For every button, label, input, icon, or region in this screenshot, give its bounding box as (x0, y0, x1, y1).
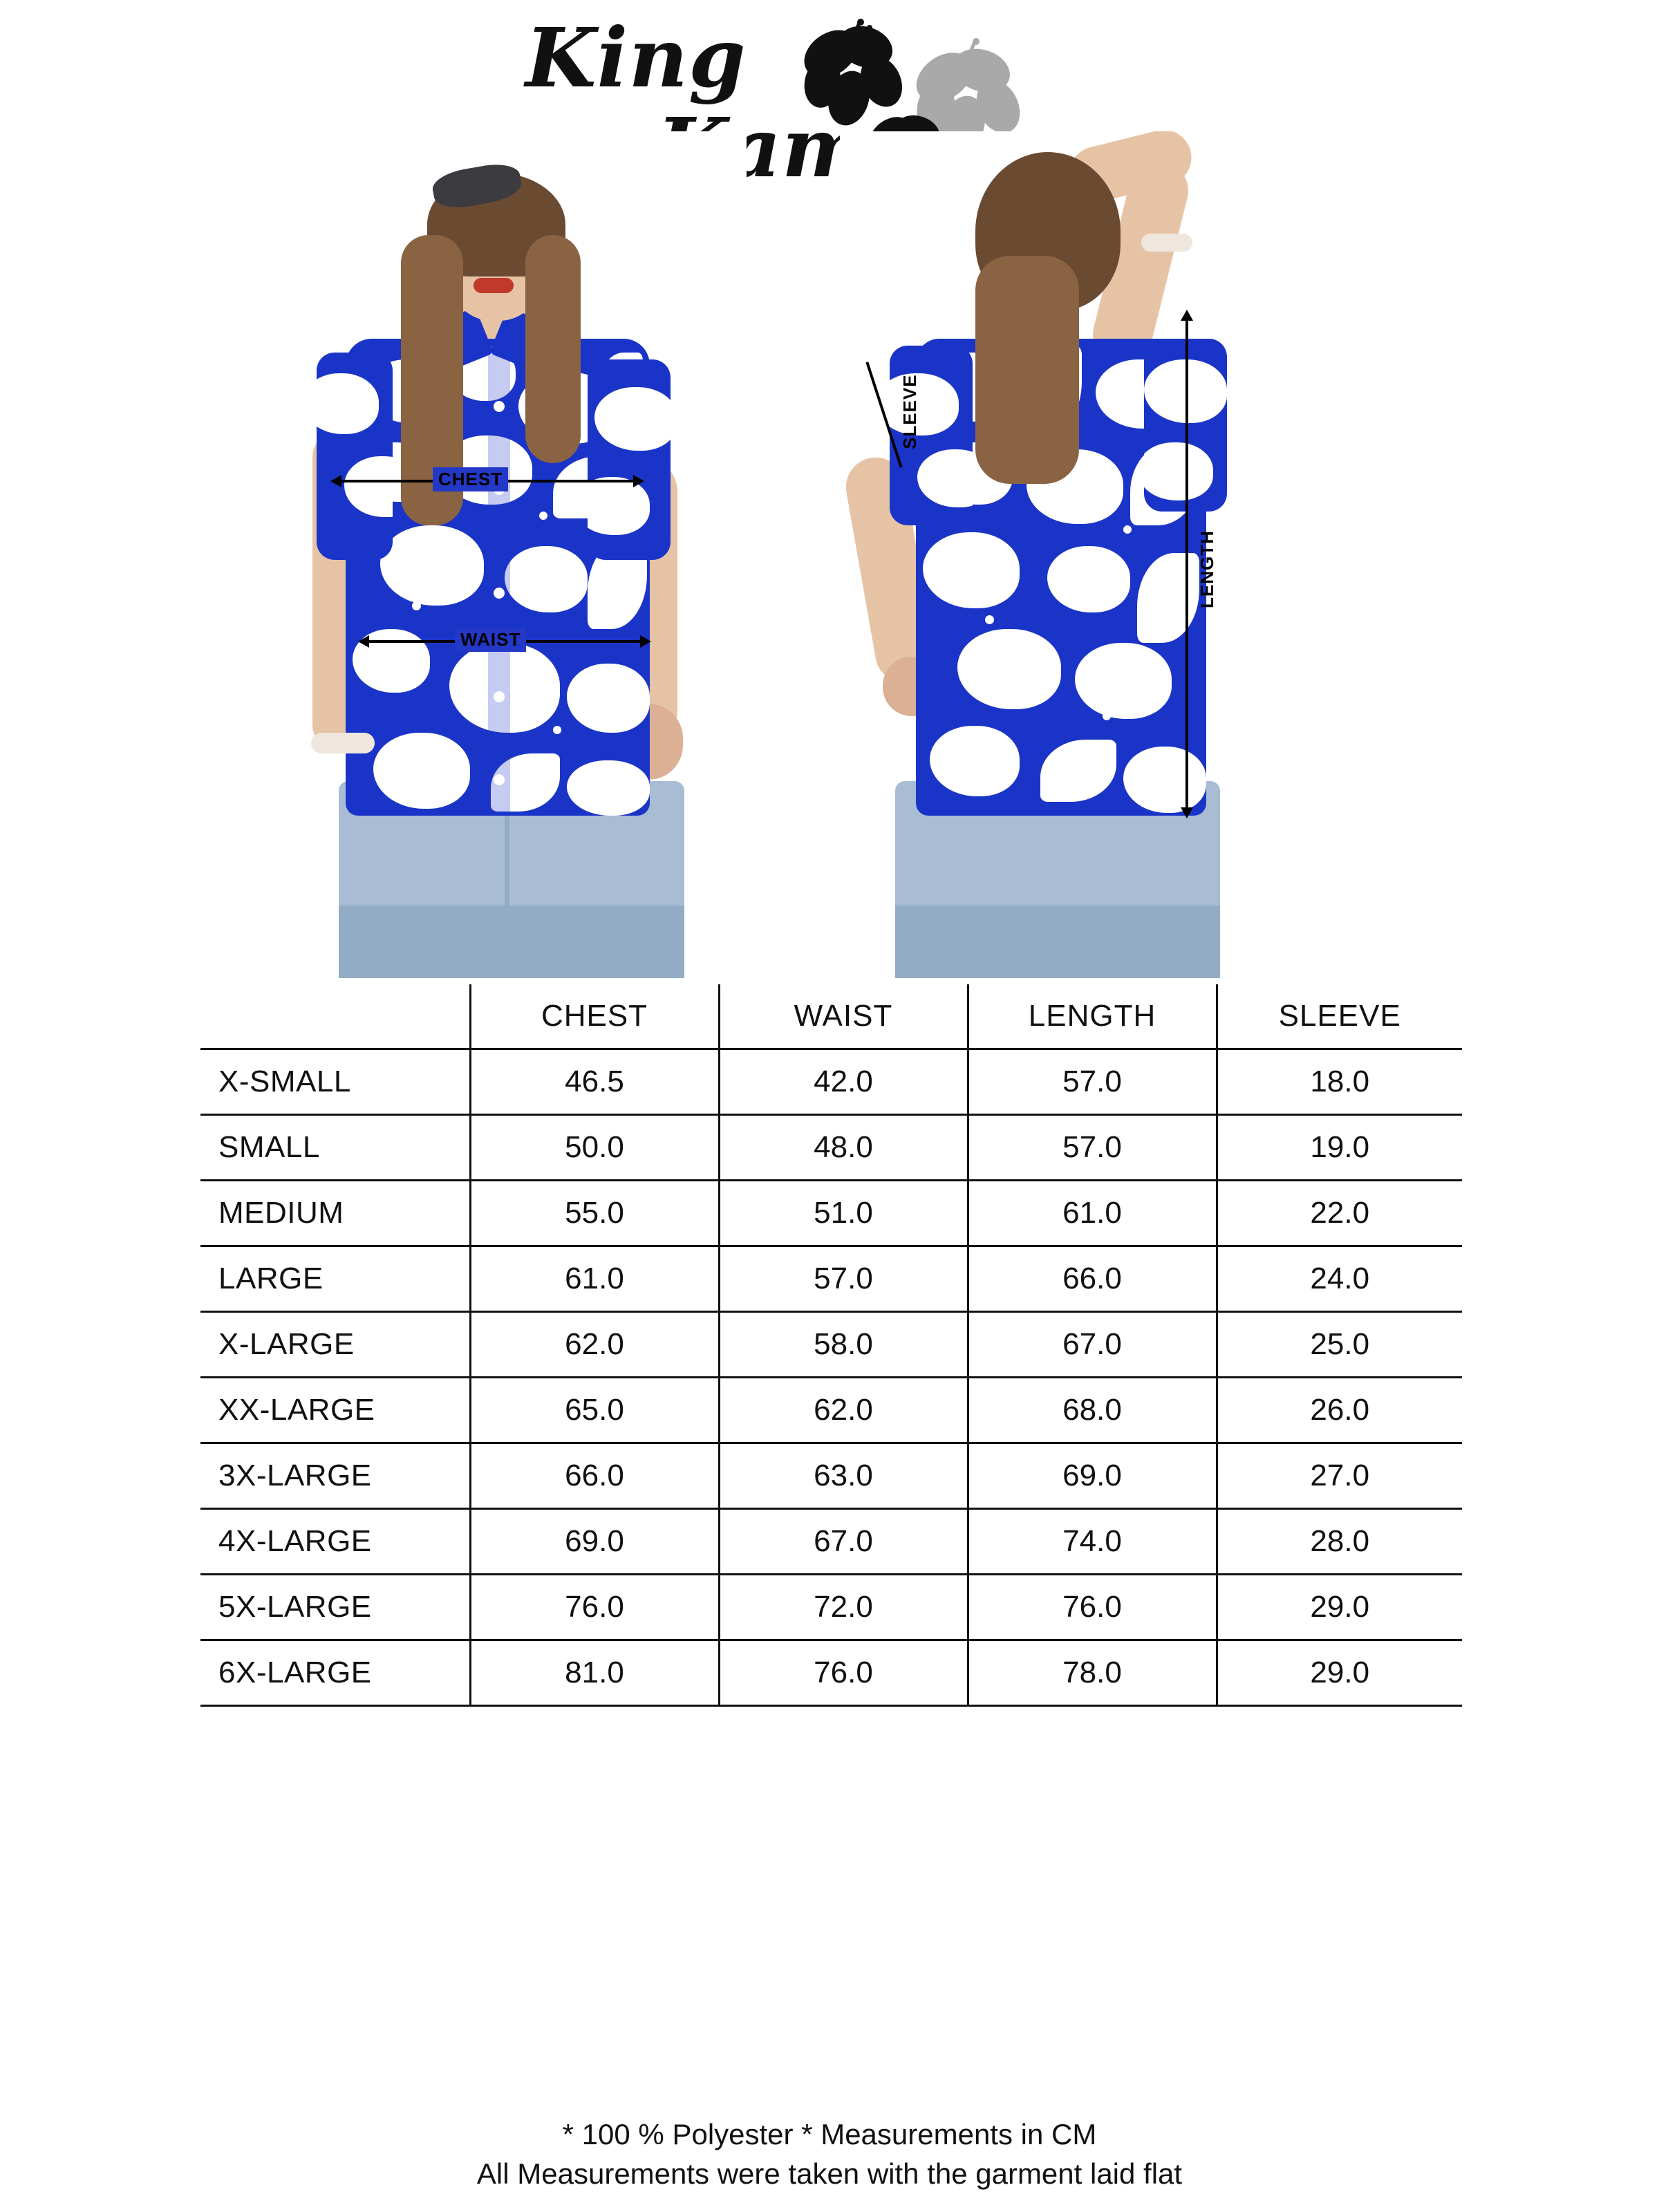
row-waist-value: 76.0 (719, 1640, 968, 1706)
row-chest-value: 50.0 (470, 1115, 719, 1181)
row-length-value: 68.0 (968, 1378, 1217, 1443)
row-length-value: 66.0 (968, 1246, 1217, 1312)
row-length-value: 78.0 (968, 1640, 1217, 1706)
size-chart-body (200, 1049, 1462, 1706)
row-chest-value: 81.0 (470, 1640, 719, 1706)
product-photo-back (840, 131, 1303, 978)
table-row (200, 1640, 1462, 1706)
row-waist-value: 62.0 (719, 1378, 968, 1443)
row-sleeve-value: 22.0 (1217, 1181, 1462, 1246)
table-row (200, 1049, 1462, 1115)
header-cell-length: LENGTH (968, 984, 1217, 1049)
row-sleeve-value: 25.0 (1217, 1312, 1462, 1378)
row-size-label: SMALL (200, 1115, 470, 1181)
row-sleeve-value: 26.0 (1217, 1378, 1462, 1443)
row-size-label: 4X-LARGE (200, 1509, 470, 1575)
size-chart-header (200, 984, 1462, 1049)
table-row (200, 1115, 1462, 1181)
row-length-value: 57.0 (968, 1115, 1217, 1181)
length-arrow-down-icon (1181, 807, 1193, 818)
row-length-value: 57.0 (968, 1049, 1217, 1115)
row-sleeve-value: 29.0 (1217, 1640, 1462, 1706)
header-cell-chest: CHEST (470, 984, 719, 1049)
row-waist-value: 51.0 (719, 1181, 968, 1246)
product-photo-front (297, 131, 747, 978)
row-sleeve-value: 19.0 (1217, 1115, 1462, 1181)
row-waist-value: 48.0 (719, 1115, 968, 1181)
header-cell-sleeve: SLEEVE (1217, 984, 1462, 1049)
chest-measure-label: CHEST (433, 467, 508, 491)
table-row (200, 1181, 1462, 1246)
footnotes (0, 2115, 1659, 2193)
table-row (200, 1246, 1462, 1312)
row-length-value: 74.0 (968, 1509, 1217, 1575)
row-size-label: XX-LARGE (200, 1378, 470, 1443)
length-measure-line (1185, 319, 1188, 810)
length-measure-label: LENGTH (1197, 530, 1217, 608)
footnote-material: * 100 % Polyester * Measurements in CM (562, 2118, 1097, 2150)
row-size-label: MEDIUM (200, 1181, 470, 1246)
row-length-value: 67.0 (968, 1312, 1217, 1378)
row-waist-value: 42.0 (719, 1049, 968, 1115)
sleeve-measure-label: SLEEVE (899, 374, 920, 449)
row-size-label: X-LARGE (200, 1312, 470, 1378)
row-sleeve-value: 24.0 (1217, 1246, 1462, 1312)
row-length-value: 76.0 (968, 1575, 1217, 1640)
row-waist-value: 58.0 (719, 1312, 968, 1378)
row-chest-value: 62.0 (470, 1312, 719, 1378)
row-chest-value: 55.0 (470, 1181, 719, 1246)
waist-arrow-right-icon (640, 635, 651, 648)
row-size-label: LARGE (200, 1246, 470, 1312)
row-sleeve-value: 27.0 (1217, 1443, 1462, 1509)
waist-measure-label: WAIST (455, 628, 526, 652)
row-waist-value: 72.0 (719, 1575, 968, 1640)
row-sleeve-value: 18.0 (1217, 1049, 1462, 1115)
table-row (200, 1575, 1462, 1640)
table-row (200, 1312, 1462, 1378)
row-size-label: 5X-LARGE (200, 1575, 470, 1640)
header-cell-waist: WAIST (719, 984, 968, 1049)
row-chest-value: 69.0 (470, 1509, 719, 1575)
chest-arrow-right-icon (633, 475, 644, 487)
row-sleeve-value: 28.0 (1217, 1509, 1462, 1575)
row-sleeve-value: 29.0 (1217, 1575, 1462, 1640)
size-chart-table (200, 984, 1462, 1707)
row-waist-value: 57.0 (719, 1246, 968, 1312)
table-row (200, 1509, 1462, 1575)
row-waist-value: 67.0 (719, 1509, 968, 1575)
row-length-value: 69.0 (968, 1443, 1217, 1509)
row-chest-value: 61.0 (470, 1246, 719, 1312)
waist-arrow-left-icon (358, 635, 369, 648)
row-chest-value: 65.0 (470, 1378, 719, 1443)
brand-logo-line1: King (525, 10, 747, 106)
header-cell-blank (200, 984, 470, 1049)
row-size-label: 3X-LARGE (200, 1443, 470, 1509)
row-chest-value: 76.0 (470, 1575, 719, 1640)
product-photo-row (0, 0, 1659, 975)
table-header-row (200, 984, 1462, 1049)
row-waist-value: 63.0 (719, 1443, 968, 1509)
table-row (200, 1378, 1462, 1443)
chest-arrow-left-icon (330, 475, 341, 487)
row-size-label: X-SMALL (200, 1049, 470, 1115)
table-row (200, 1443, 1462, 1509)
length-arrow-up-icon (1181, 310, 1193, 321)
row-chest-value: 46.5 (470, 1049, 719, 1115)
row-length-value: 61.0 (968, 1181, 1217, 1246)
footnote-measurement-method: All Measurements were taken with the garment laid flat (476, 2157, 1183, 2190)
row-chest-value: 66.0 (470, 1443, 719, 1509)
row-size-label: 6X-LARGE (200, 1640, 470, 1706)
